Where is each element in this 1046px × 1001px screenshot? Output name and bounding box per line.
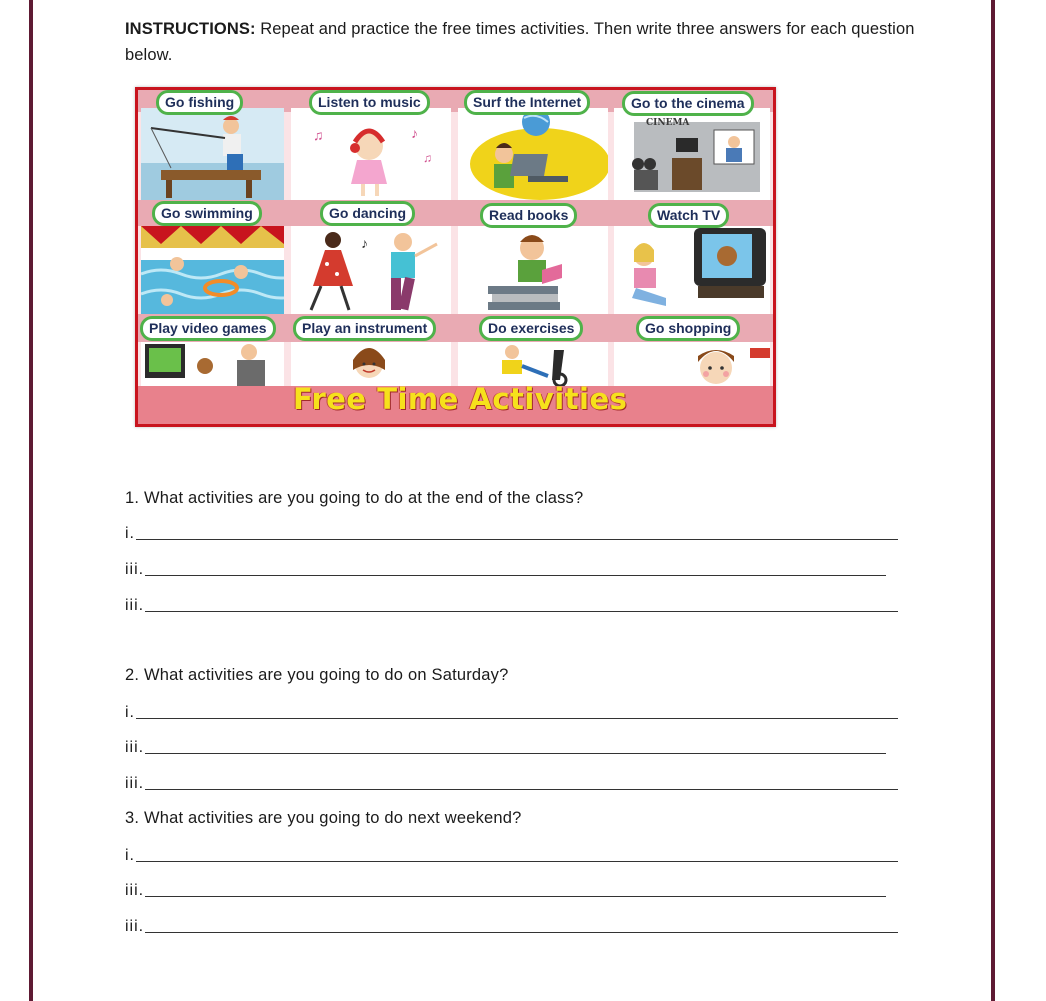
svg-text:♪: ♪ — [361, 235, 368, 251]
answer-number: iii. — [125, 775, 145, 792]
answer-blank[interactable] — [136, 718, 898, 719]
svg-text:♫: ♫ — [313, 127, 324, 143]
answer-line[interactable] — [125, 916, 898, 936]
answer-line[interactable] — [125, 773, 898, 793]
answer-blank[interactable] — [145, 896, 886, 897]
label-go-to-the-cinema: Go to the cinema — [622, 91, 754, 116]
answer-blank[interactable] — [145, 932, 898, 933]
label-go-shopping: Go shopping — [636, 316, 740, 341]
watch-tv-illustration — [614, 226, 770, 314]
answer-number: i. — [125, 704, 135, 721]
question-1: 1. What activities are you going to do at the end of the class? — [125, 489, 584, 507]
cinema-sign-text: CINEMA — [646, 118, 690, 128]
label-surf-the-internet: Surf the Internet — [464, 90, 590, 115]
answer-number: iii. — [125, 918, 145, 935]
answer-line[interactable] — [125, 595, 898, 615]
label-watch-tv: Watch TV — [648, 203, 729, 228]
answer-line[interactable] — [125, 880, 886, 900]
reading-illustration — [458, 226, 608, 314]
instructions-text: Repeat and practice the free times activities. Then write three answers for each question below. — [125, 20, 915, 64]
answer-blank[interactable] — [145, 611, 898, 612]
fishing-illustration — [141, 108, 284, 200]
answer-number: i. — [125, 847, 135, 864]
label-play-an-instrument: Play an instrument — [293, 316, 436, 341]
dancing-illustration — [291, 226, 451, 314]
cinema-illustration — [614, 108, 770, 200]
answer-number: iii. — [125, 739, 145, 756]
label-go-swimming: Go swimming — [152, 201, 262, 226]
instructions — [125, 16, 915, 68]
answer-line[interactable] — [125, 559, 886, 579]
exercise-illustration — [458, 342, 608, 386]
answer-number: iii. — [125, 882, 145, 899]
poster-title: Free Time Activities — [293, 382, 628, 416]
listen-music-illustration — [291, 108, 451, 200]
svg-text:♫: ♫ — [423, 151, 432, 165]
question-3: 3. What activities are you going to do next weekend? — [125, 809, 522, 827]
surf-internet-illustration — [458, 108, 608, 200]
answer-blank[interactable] — [145, 753, 886, 754]
label-do-exercises: Do exercises — [479, 316, 583, 341]
answer-blank[interactable] — [145, 789, 898, 790]
answer-line[interactable] — [125, 702, 898, 722]
answer-line[interactable] — [125, 845, 898, 865]
svg-text:♪: ♪ — [411, 125, 418, 141]
answer-blank[interactable] — [136, 861, 898, 862]
label-go-fishing: Go fishing — [156, 90, 243, 115]
label-read-books: Read books — [480, 203, 577, 228]
answer-line[interactable] — [125, 737, 886, 757]
answer-blank[interactable] — [145, 575, 886, 576]
label-listen-to-music: Listen to music — [309, 90, 430, 115]
instrument-illustration — [291, 342, 451, 386]
answer-number: iii. — [125, 561, 145, 578]
answer-number: iii. — [125, 597, 145, 614]
video-games-illustration — [141, 342, 284, 386]
label-play-video-games: Play video games — [140, 316, 276, 341]
question-2: 2. What activities are you going to do on Saturday? — [125, 666, 509, 684]
answer-number: i. — [125, 525, 135, 542]
instructions-lead: INSTRUCTIONS: — [125, 20, 256, 38]
answer-line[interactable] — [125, 523, 898, 543]
free-time-poster — [135, 87, 776, 427]
swimming-illustration — [141, 226, 284, 314]
answer-blank[interactable] — [136, 539, 898, 540]
label-go-dancing: Go dancing — [320, 201, 415, 226]
page-border-left — [29, 0, 33, 1001]
shopping-illustration — [614, 342, 770, 386]
page-border-right — [991, 0, 995, 1001]
